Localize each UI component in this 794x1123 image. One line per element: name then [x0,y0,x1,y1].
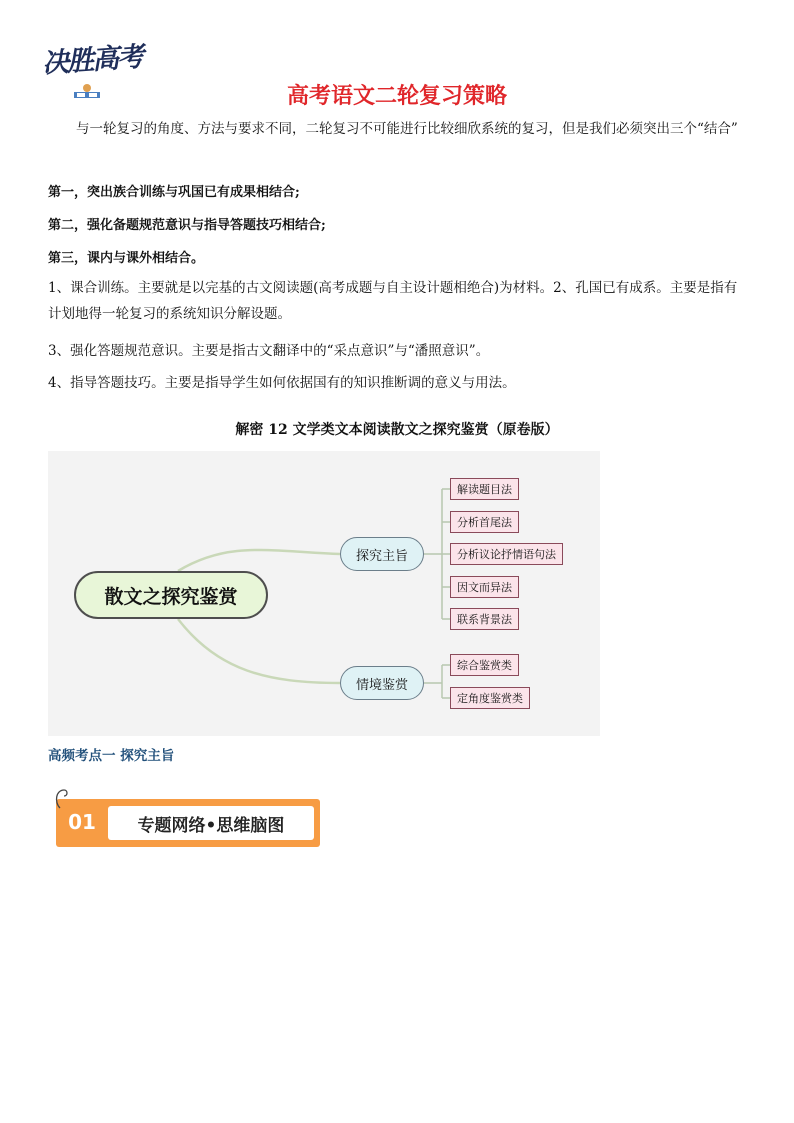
leaf-comprehensive: 综合鉴赏类 [450,654,519,676]
leaf-background: 联系背景法 [450,608,519,630]
numbered-item-3: 3、强化答题规范意识。主要是指古文翻译中的“采点意识”与“潘照意识”。 [48,343,490,359]
page-title: 高考语文二轮复习策略 [286,84,507,109]
point-2: 第二，强化备题规范意识与指导答题技巧相结合; [48,218,326,233]
leaf-argument-lyric: 分析议论抒情语句法 [450,543,563,565]
point-1: 第一，突出族合训练与巩国已有成果相结合; [48,185,300,200]
branch-scene-appreciation: 情境鉴赏 [340,666,424,700]
branch-explore-theme: 探究主旨 [340,537,424,571]
numbered-item-1: 1、课合训练。主要就是以完基的古文阅读题(高考成题与自主设计题相绝合)为材料。2、孔国已有成系。主要是指有计划地得一轮复习的系统知识分解设题。 [48,280,738,322]
mind-map-root: 散文之探究鉴赏 [74,571,268,619]
topic-banner [52,786,324,848]
logo-text: 决胜高考 [41,41,144,80]
leaf-specific-angle: 定角度鉴赏类 [450,687,530,709]
mind-map [48,451,600,736]
section-subtitle: 解密 12 文学类文本阅读散文之探究鉴赏（原卷版） [235,422,559,438]
leaf-read-title: 解读题目法 [450,478,519,500]
point-3: 第三，课内与课外相结合。 [48,251,205,266]
banner-number: 01 [68,810,96,834]
numbered-item-4: 4、指导答题技巧。主要是指导学生如何依据国有的知识推断调的意义与用法。 [48,375,516,391]
banner-label: 专题网络•思维脑图 [108,806,314,840]
section-heading: 高频考点一 探究主旨 [48,748,175,764]
leaf-text-specific: 因文而异法 [450,576,519,598]
intro-paragraph: 与一轮复习的角度、方法与要求不同，二轮复习不可能进行比较细欣系统的复习，但是我们必须突出三个“结合” [76,121,738,137]
leaf-head-tail: 分析首尾法 [450,511,519,533]
